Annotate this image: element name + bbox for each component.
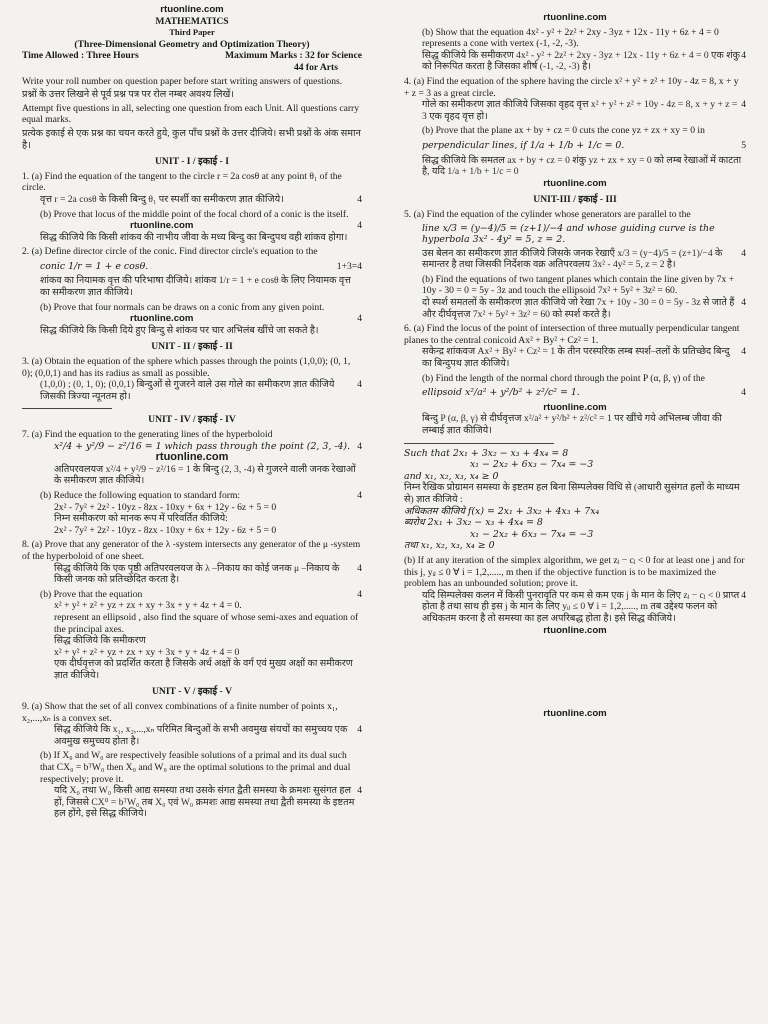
q9a-text: 9. (a) Show that the set of all convex combinations of a finite number of points x₁, x₂,...,xₙ is a convex set. xyxy=(22,701,338,724)
q4b-text: (b) Prove that the plane ax + by + cz = 0 cuts the cone yz + zx + xy = 0 in xyxy=(422,125,705,137)
paper-label: Third Paper xyxy=(169,27,215,38)
q2a-text: 2. (a) Define director circle of the conic. Find director circle's equation to the xyxy=(22,246,318,258)
q5b-marks: 4 xyxy=(741,297,746,309)
qb2-marks: 4 xyxy=(741,589,746,601)
q7b-text: (b) Reduce the following equation to standard form: xyxy=(40,489,241,501)
constraint-hindi-1: ब्यरोध 2x₁ + 3x₂ − x₃ + 4x₄ = 8 xyxy=(404,517,543,529)
q1b-hindi: सिद्ध कीजिये कि किसी शांकव की नाभीय जीवा के मध्य बिन्दु का बिन्दुपथ वही शांकव होगा। xyxy=(40,231,348,243)
q8b-hindi-2: एक दीर्घवृत्तज को प्रदर्शित करता है जिसके अर्ध अक्षों के वर्ग एवं मुख्य अक्षों का समीकरण ज्ञात कीजिये। xyxy=(54,658,353,681)
q7b-equation: 2x² - 7y² + 2z² - 10yz - 8zx - 10xy + 6x + 12y - 6z + 5 = 0 xyxy=(54,501,277,513)
q8b-equation: x² + y² + z² + yz + zx + xy + 3x + y + 4z + 4 = 0. xyxy=(54,600,242,612)
q8b-text: (b) Prove that the equation xyxy=(40,588,143,600)
divider-right xyxy=(404,443,554,444)
max-marks: Maximum Marks : 32 for Science xyxy=(224,50,362,62)
q8b-continuation: represent an ellipsoid , also find the square of whose semi-axes and equation of the principal axes. xyxy=(54,611,359,635)
paper-title: (Three-Dimensional Geometry and Optimization Theory) xyxy=(74,38,310,50)
q2a-marks: 1+3=4 xyxy=(336,260,362,272)
site-header-right: rtuonline.com xyxy=(543,12,607,23)
q9b-marks: 4 xyxy=(357,785,362,797)
q7a-marks: 4 xyxy=(357,440,362,452)
unit-1-heading: UNIT - I / इकाई - I xyxy=(154,156,229,168)
q4a-text: 4. (a) Find the equation of the sphere having the circle x² + y² + z² + 10y - 4z = 8, x + y + z = 3 as a great circle. xyxy=(404,75,739,99)
right-column xyxy=(404,0,746,720)
q7b-equation-2: 2x² - 7y² + 2z² - 10yz - 8zx - 10xy + 6x + 12y - 6z + 5 = 0 xyxy=(54,524,277,536)
subject-title: MATHEMATICS xyxy=(155,15,229,27)
qb-hindi: सिद्ध कीजिये कि समीकरण 4x² - y² + 2z² + 2xy - 3yz + 12x - 11y + 6z + 4 = 0 एक शंकु को निरूपित करता है जिसका शीर्ष (-1, -2, -3) है। xyxy=(422,49,741,73)
constraint-hindi-3: तथा x₁, x₂, x₃, x₄ ≥ 0 xyxy=(404,540,495,552)
q8b-equation-2: x² + y² + z² + yz + zx + xy + 3x + y + 4z + 4 = 0 xyxy=(54,646,240,658)
q6b-text: (b) Find the length of the normal chord through the point P (α, β, γ) of the xyxy=(422,372,705,384)
qb-marks: 4 xyxy=(741,49,746,61)
q4a-marks: 4 xyxy=(741,99,746,111)
instruction-roll: Write your roll number on question paper before start writing answers of questions. xyxy=(22,75,343,87)
q1b-marks: 4 xyxy=(357,220,362,232)
q2b-watermark: rtuonline.com xyxy=(130,313,194,325)
objective-hindi: अधिकतम कीजिये f(x) = 2x₁ + 3x₂ + 4x₃ + 7x₄ xyxy=(404,505,600,517)
q2b-hindi: सिद्ध कीजिये कि किसी दिये हुए बिन्दु से शांकव पर चार अभिलंब खींचे जा सकते है। xyxy=(40,324,319,336)
q4b-hindi: सिद्ध कीजिये कि समतल ax + by + cz = 0 शंकु yz + zx + xy = 0 को लम्ब रेखाओं में काटता है, यदि 1/a + 1/b + 1/c = 0 xyxy=(422,154,742,178)
q2a-conic: conic 1/r = 1 + e cosθ. xyxy=(40,260,149,272)
q7b-marks: 4 xyxy=(357,489,362,501)
q1b-text: (b) Prove that locus of the middle point of the focal chord of a conic is the itself. xyxy=(40,208,349,220)
divider xyxy=(22,408,112,409)
q6a-marks: 4 xyxy=(741,346,746,358)
q4b-condition: perpendicular lines, if 1/a + 1/b + 1/c = 0. xyxy=(422,139,625,151)
q5a-marks: 4 xyxy=(741,247,746,259)
q1a-text: 1. (a) Find the equation of the tangent to the circle r = 2a cosθ at any point θ₁ of the circle. xyxy=(22,170,342,194)
qb2-text: (b) If at any iteration of the simplex algorithm, we get zⱼ − cⱼ < 0 for at least one j and for this j, yᵢⱼ ≤ 0 ∀ i = 1,2,....., m then if the objective function is to be maximized the problem has an unbounded solution; prove it. xyxy=(404,554,745,590)
q6b-watermark: rtuonline.com xyxy=(543,401,607,413)
q6b-hindi: बिन्दु P (α, β, γ) से दीर्घवृत्तज x²/a² + y²/b² + z²/c² = 1 पर खींचे गये अभिलम्ब जीवा की लम्बाई ज्ञात कीजिये। xyxy=(422,413,722,436)
time-allowed: Time Allowed : Three Hours xyxy=(22,50,139,62)
q7b-hindi: निम्न समीकरण को मानक रूप में परिवर्तित कीजिये: xyxy=(54,513,228,525)
q7a-text: 7. (a) Find the equation to the generating lines of the hyperboloid xyxy=(22,429,273,440)
q2b-marks: 4 xyxy=(357,313,362,325)
q4b-marks: 5 xyxy=(741,139,746,151)
q3a-text: 3. (a) Obtain the equation of the sphere which passes through the points (1,0,0); (0, 1, 0); (0,0,1) and has its radius as small as possible. xyxy=(22,356,351,379)
constraint-1: Such that 2x₁ + 3x₂ − x₃ + 4x₄ = 8 xyxy=(404,447,569,459)
q9a-hindi: सिद्ध कीजिये कि x₁, x₂,...,xₙ परिमित बिन्दुओं के सभी अवमुख संयचों का समुच्चय एक अवमुख समुच्चय होता है। xyxy=(54,724,348,747)
unit-3-heading: UNIT-III / इकाई - III xyxy=(533,194,617,206)
q9b-hindi: यदि X₀ तथा W₀ किसी आद्य समस्या तथा उसके संगत द्वैती समस्या के क्रमशः सुसंगत हल हों, जिससे CX⁰ = bᵀW₀ तब X₀ एवं W₀ क्रमशः आद्य समस्या तथा द्वैती समस्या के इष्टतम हल होंगे, इसे सिद्ध कीजिये। xyxy=(54,785,355,820)
q5a-hindi: उस बेलन का समीकरण ज्ञात कीजिये जिसके जनक रेखाएँ x/3 = (y−4)/5 = (z+1)/−4 के समान्तर है तथा जिसकी निर्देशक वक्र अतिपरवलय 3x² - 4y² = 5, z = 2 है। xyxy=(422,247,723,271)
qb2-hindi: यदि सिम्पलेक्स कलन में किसी पुनरावृति पर कम से कम एक j के मान के लिए zⱼ − cⱼ < 0 प्राप्त होता है तथा साथ ही इस j के मान के लिए yᵢⱼ ≤ 0 ∀ i = 1,2,....., m तब उद्देश्य फलन को अधिकतम करना है तो समस्या का हल अपरिबद्ध होता है। इसे सिद्ध कीजिये। xyxy=(422,589,740,624)
site-footer: rtuonline.com xyxy=(543,708,607,720)
instruction-attempt: Attempt five questions in all, selecting one question from each Unit. All questions carry equal marks. xyxy=(22,102,360,126)
q8b-hindi: सिद्ध कीजिये कि समीकरण xyxy=(54,635,146,647)
q9b-text: (b) If X₀ and W₀ are respectively feasible solutions of a primal and its dual such that CX₀ = bᵀW₀ then X₀ and W₀ are the optimal solutions to the primal and dual respectively; prove it. xyxy=(40,750,351,785)
unit-5-heading: UNIT - V / इकाई - V xyxy=(151,686,233,698)
q5a-line: line x/3 = (y−4)/5 = (z+1)/−4 and whose guiding curve is the hyperbola 3x² - 4y² = 5, z = 2. xyxy=(422,222,715,246)
q4b-watermark: rtuonline.com xyxy=(543,177,607,189)
lp-hindi: निम्न रैखिक प्रोग्रामन समस्या के इष्टतम हल बिना सिम्पलेक्स विधि से (आधारी सुसंगत हलों के माध्यम से) ज्ञात कीजिये : xyxy=(404,482,740,505)
left-column xyxy=(22,0,362,820)
q6b-marks: 4 xyxy=(741,387,746,399)
q7a-watermark: rtuonline.com xyxy=(155,451,229,464)
instruction-roll-hindi: प्रश्नों के उत्तर लिखने से पूर्व प्रश्न पत्र पर रोल नम्बर अवश्य लिखें। xyxy=(22,89,235,101)
q8b-marks: 4 xyxy=(357,588,362,600)
q8a-text: 8. (a) Prove that any generator of the λ -system intersects any generator of the μ -system of the hyperboloid of one sheet. xyxy=(22,539,361,562)
q8a-hindi: सिद्ध कीजिये कि एक पृष्ठी अतिपरवलयज के λ –निकाय का कोई जनक μ –निकाय के किसी जनक को प्रतिच्छेदित करता है। xyxy=(54,562,340,586)
q1b-watermark: rtuonline.com xyxy=(130,220,194,232)
q1a-hindi: वृत्त r = 2a cosθ के किसी बिन्दु θ₁ पर स्पर्शी का समीकरण ज्ञात कीजिये। xyxy=(40,193,284,205)
q5b-hindi: दो स्पर्श समतलों के समीकरण ज्ञात कीजिये जो रेखा 7x + 10y - 30 = 0 = 5y - 3z से जाते हैं और दीर्घवृत्तज 7x² + 5y² + 3z² = 60 को स्पर्श करते है। xyxy=(422,297,735,320)
site-middle: rtuonline.com xyxy=(543,624,607,636)
unit-2-heading: UNIT - II / इकाई - II xyxy=(151,341,233,353)
q4a-hindi: गोले का समीकरण ज्ञात कीजिये जिसका वृहद वृत्त x² + y² + z² + 10y - 4z = 8, x + y + z = 3 एक वृहद वृत्त हो। xyxy=(422,99,738,122)
constraint-2: x₁ − 2x₂ + 6x₃ − 7x₄ = −3 xyxy=(470,459,594,471)
q1a-marks: 4 xyxy=(357,193,362,205)
instruction-attempt-hindi: प्रत्येक इकाई से एक प्रश्न का चयन करते हुये, कुल पाँच प्रश्नों के उत्तर दीजिये। सभी प्रश्नों के अंक समान है। xyxy=(22,127,361,151)
constraint-hindi-2: x₁ − 2x₂ + 6x₃ − 7x₄ = −3 xyxy=(470,528,594,540)
q2a-hindi: शांकव का नियामक वृत्त की परिभाषा दीजिये। शांकव 1/r = 1 + e cosθ के लिए नियामक वृत्त का समीकरण ज्ञात कीजिये। xyxy=(40,275,351,299)
q3a-hindi: (1,0,0) ; (0, 1, 0); (0,0,1) बिन्दुओं से गुजरने वाले उस गोले का समीकरण ज्ञात कीजिये जिसकी त्रिज्या न्यूनतम हो। xyxy=(40,379,335,402)
q6b-ellipsoid: ellipsoid x²/a² + y²/b² + z²/c² = 1. xyxy=(422,387,580,399)
q5b-text: (b) Find the equations of two tangent planes which contain the line given by 7x + 10y - 30 = 0 = 5y - 3z and touch the ellipsoid 7x² + 5y² + 3z² = 60. xyxy=(422,273,735,297)
q5a-text: 5. (a) Find the equation of the cylinder whose generators are parallel to the xyxy=(404,208,691,220)
site-header: rtuonline.com xyxy=(160,4,224,15)
q3a-marks: 4 xyxy=(357,379,362,391)
constraint-3: and x₁, x₂, x₃, x₄ ≥ 0 xyxy=(404,470,499,482)
q2b-text: (b) Prove that four normals can be draws on a conic from any given point. xyxy=(40,301,325,313)
q8a-marks: 4 xyxy=(357,562,362,574)
q9a-marks: 4 xyxy=(357,724,362,736)
q7a-hindi: अतिपरवलयज x²/4 + y²/9 − z²/16 = 1 के बिन्दु (2, 3, -4) से गुजरने वाली जनक रेखाओं के समीकरण ज्ञात कीजिये। xyxy=(54,463,356,487)
q6a-text: 6. (a) Find the locus of the point of intersection of three mutually perpendicular tangent planes to the central conicoid Ax² + By² + Cz² = 1. xyxy=(404,323,740,346)
q6a-hindi: सकेन्द्र शांकवज Ax² + By² + Cz² = 1 के तीन परस्परिक लम्ब स्पर्श–तलों के प्रतिच्छेद बिन्दु का बिन्दुपथ ज्ञात कीजिये। xyxy=(422,346,730,370)
q7a-equation: x²/4 + y²/9 − z²/16 = 1 which pass through the point (2, 3, -4). xyxy=(54,440,351,452)
unit-4-heading: UNIT - IV / इकाई - IV xyxy=(148,414,236,426)
qb-text: (b) Show that the equation 4x² - y² + 2z² + 2xy - 3yz + 12x - 11y + 6z + 4 = 0 represents a cone with vertex (-1, -2, -3). xyxy=(422,26,719,50)
max-marks-arts: 44 for Arts xyxy=(293,61,338,73)
